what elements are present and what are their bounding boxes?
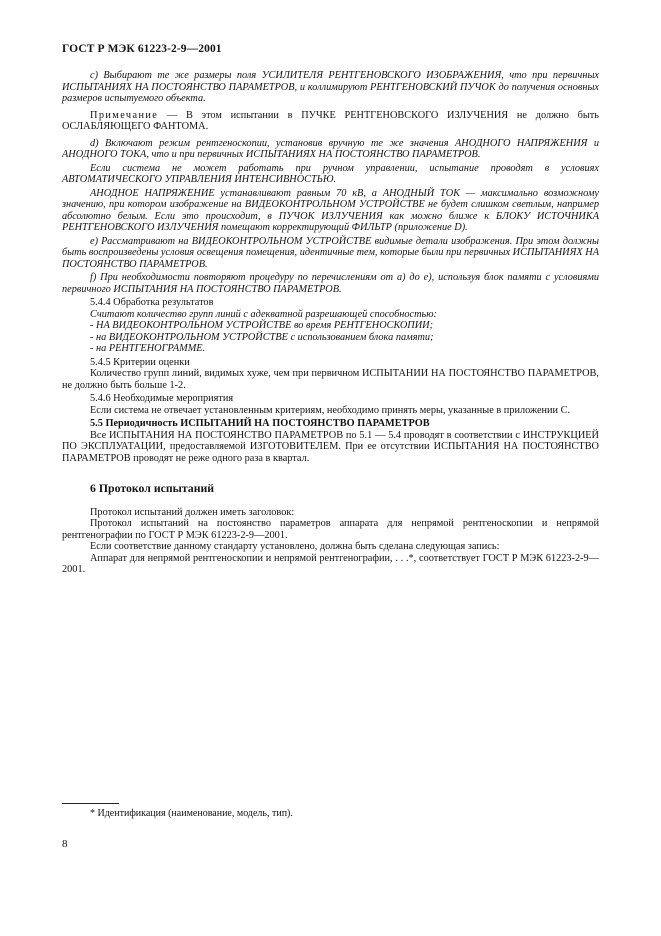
- list-item: - НА ВИДЕОКОНТРОЛЬНОМ УСТРОЙСТВЕ во время РЕНТГЕНОСКОПИИ;: [90, 320, 434, 331]
- footnote: * Идентификация (наименование, модель, тип).: [90, 808, 293, 819]
- footnote-divider: [62, 803, 119, 804]
- paragraph-count-groups: Считают количество групп линий с адекватной разрешающей способностью:: [90, 308, 437, 320]
- paragraph-protocol-header: Протокол испытаний должен иметь заголовок:: [90, 506, 295, 518]
- heading-5-5: 5.5 Периодичность ИСПЫТАНИЙ НА ПОСТОЯНСТВО ПАРАМЕТРОВ: [90, 418, 430, 429]
- heading-5-4-4: 5.4.4 Обработка результатов: [90, 297, 214, 308]
- paragraph-criteria: Количество групп линий, видимых хуже, чем при первичном ИСПЫТАНИИ НА ПОСТОЯНСТВО ПАРАМЕТРОВ, не должно быть больше 1-2.: [62, 368, 599, 391]
- paragraph-f: f) При необходимости повторяют процедуру по перечислениям от a) до e), используя блок памяти с условиями первичного ИСПЫТАНИЯ НА ПОСТОЯНСТВО ПАРАМЕТРОВ.: [62, 272, 599, 295]
- paragraph-measures: Если система не отвечает установленным критериям, необходимо принять меры, указанные в приложении С.: [90, 404, 571, 416]
- paragraph-record-intro: Если соответствие данному стандарту установлено, должна быть сделана следующая запись:: [90, 541, 500, 552]
- note-text: — В этом испытании в ПУЧКЕ РЕНТГЕНОВСКОГО ИЗЛУЧЕНИЯ не должно быть ОСЛАБЛЯЮЩЕГО ФАНТОМА.: [62, 109, 599, 132]
- page-body: [62, 70, 599, 576]
- list-item: - на ВИДЕОКОНТРОЛЬНОМ УСТРОЙСТВЕ с использованием блока памяти;: [90, 331, 434, 343]
- page-header: ГОСТ Р МЭК 61223-2-9—2001: [62, 43, 222, 55]
- section-6-title: 6 Протокол испытаний: [90, 481, 215, 495]
- paragraph-record: Аппарат для непрямой рентгеноскопии и непрямой рентгенографии, . . .*, соответствует ГОСТ Р МЭК 61223-2-9—2001.: [62, 552, 599, 575]
- paragraph-d: d) Включают режим рентгеноскопии, установив вручную те же значения АНОДНОГО НАПРЯЖЕНИЯ и АНОДНОГО ТОКА, что и при первичных ИСПЫТАНИЯХ НА ПОСТОЯНСТВО ПАРАМЕТРОВ.: [62, 137, 599, 160]
- paragraph-manual-control: Если система не может работать при ручном управлении, испытание проводят в условиях АВТОМАТИЧЕСКОГО УПРАВЛЕНИЯ ИНТЕНСИВНОСТЬЮ.: [62, 162, 599, 185]
- page-number: 8: [62, 838, 68, 850]
- paragraph-e: e) Рассматривают на ВИДЕОКОНТРОЛЬНОМ УСТРОЙСТВЕ видимые детали изображения. При этом должны быть воспроизведены условия освещения помещения, идентичные тем, которые были при первичных ИСПЫТАНИЯХ НА ПОСТОЯНСТВО ПАРАМЕТРОВ.: [62, 235, 599, 270]
- heading-5-4-5: 5.4.5 Критерии оценки: [90, 356, 190, 368]
- paragraph-c: c) Выбирают те же размеры поля УСИЛИТЕЛЯ РЕНТГЕНОВСКОГО ИЗОБРАЖЕНИЯ, что при первичных ИСПЫТАНИЯХ НА ПОСТОЯНСТВО ПАРАМЕТРОВ, и коллимируют РЕНТГЕНОВСКИЙ ПУЧОК до получения основных размеров испытуемого объекта.: [62, 70, 599, 104]
- paragraph-protocol-title: Протокол испытаний на постоянство параметров аппарата для непрямой рентгеноскопии и непрямой рентгенографии по ГОСТ Р МЭК 61223-2-9—2001.: [62, 518, 599, 541]
- list-item: - на РЕНТГЕНОГРАММЕ.: [90, 343, 206, 354]
- heading-5-4-6: 5.4.6 Необходимые мероприятия: [90, 393, 234, 404]
- paragraph-periodicity: Все ИСПЫТАНИЯ НА ПОСТОЯНСТВО ПАРАМЕТРОВ по 5.1 — 5.4 проводят в соответствии с ИНСТРУКЦИЕЙ ПО ЭКСПЛУАТАЦИИ, предоставляемой ИЗГОТОВИТЕЛЕМ. При ее отсутствии ИСПЫТАНИЯ НА ПОСТОЯНСТВО ПАРАМЕТРОВ проводят не реже одного раза в квартал.: [62, 429, 599, 464]
- paragraph-anode-voltage: АНОДНОЕ НАПРЯЖЕНИЕ устанавливают равным 70 кВ, а АНОДНЫЙ ТОК — максимально возможному значению, при котором изображение на ВИДЕОКОНТРОЛЬНОМ УСТРОЙСТВЕ не будет слишком светлым, например абсолютно белым. Если это происходит, в ПУЧОК ИЗЛУЧЕНИЯ как можно ближе к БЛОКУ ИСТОЧНИКА РЕНТГЕНОВСКОГО ИЗЛУЧЕНИЯ помещают корректирующий ФИЛЬТР (приложение D).: [62, 187, 599, 233]
- note: [62, 110, 599, 133]
- note-label: Примечание: [90, 109, 159, 121]
